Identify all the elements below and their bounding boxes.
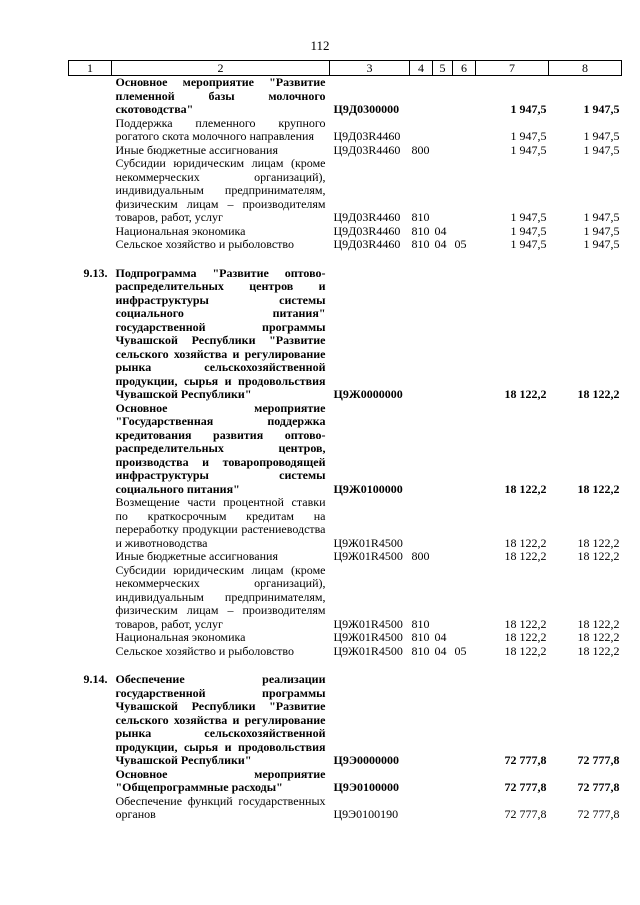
section-code [433, 157, 453, 225]
subsection-code [453, 550, 476, 564]
column-header: 4 [410, 61, 433, 76]
target-article-code: Ц9Ж01R4500 [333, 549, 403, 563]
amount-year1: 1 947,5 [510, 223, 547, 238]
table-row [69, 144, 622, 158]
subsection-code [453, 564, 476, 632]
amount-year1: 18 122,2 [504, 549, 547, 563]
subsection-code [453, 496, 476, 550]
row-description: Поддержка племенного крупного рогатого скота молочного направления [115, 115, 326, 143]
amount-year1: 1 947,5 [510, 142, 547, 157]
row-number [69, 795, 112, 822]
target-article-code: Ц9Д0300000 [333, 102, 400, 116]
amount-year1: 18 122,2 [504, 535, 547, 550]
amount-year1: 72 777,8 [504, 780, 547, 794]
expense-type-code: 810 [411, 616, 430, 631]
amount-year1: 72 777,8 [504, 753, 547, 767]
section-code: 04 [434, 630, 447, 644]
column-header: 5 [433, 61, 453, 76]
amount-year2: 72 777,8 [577, 807, 620, 821]
table-row [69, 157, 622, 225]
expense-type-code: 810 [411, 643, 430, 658]
target-article-code: Ц9Э0000000 [333, 753, 399, 767]
table-row [69, 496, 622, 550]
amount-year1: 1 947,5 [510, 102, 547, 116]
target-article-code: Ц9Ж01R4500 [333, 616, 403, 631]
row-description: Субсидии юридическим лицам (кроме некоммерческих организаций), индивидуальным предпринимателям, физическим лицам – производителям товаров, работ, услуг [115, 156, 326, 224]
section-code [433, 795, 453, 822]
subsection-code [453, 658, 476, 768]
section-code [433, 402, 453, 497]
amount-year2: 18 122,2 [577, 643, 620, 658]
amount-year1: 18 122,2 [504, 387, 547, 401]
amount-year1: 72 777,8 [504, 807, 547, 821]
table-header-row [69, 61, 622, 76]
amount-year2: 18 122,2 [577, 535, 620, 550]
amount-year1: 1 947,5 [510, 210, 547, 224]
row-number [69, 144, 112, 158]
expense-type-code: 810 [411, 237, 430, 251]
target-article-code: Ц9Ж0000000 [333, 387, 403, 401]
amount-year2: 18 122,2 [577, 630, 620, 644]
budget-table [68, 60, 622, 822]
target-article-code: Ц9Ж01R4500 [333, 643, 403, 658]
expense-type-code [410, 402, 433, 497]
row-number [69, 402, 112, 497]
table-row [69, 564, 622, 632]
expense-type-code: 800 [411, 142, 430, 157]
section-code: 04 [434, 223, 447, 238]
amount-year1: 1 947,5 [510, 129, 547, 143]
expense-type-code: 810 [411, 223, 430, 238]
row-description: Обеспечение реализации государственной программы Чувашской Республики "Развитие сельского хозяйства и регулирование рынка сельскохозяйственной продукции, сырья и продовольствия Чувашской Республики" [115, 672, 326, 767]
expense-type-code [410, 76, 433, 117]
row-description: Основное мероприятие "Государственная поддержка кредитования развития оптово-распределительных центров, производства и товаропроводящей инфраструктуры системы социального питания" [115, 400, 326, 496]
target-article-code: Ц9Д03R4460 [333, 142, 401, 157]
expense-type-code: 800 [411, 549, 430, 563]
expense-type-code [410, 117, 433, 144]
column-header: 1 [69, 61, 112, 76]
row-number [69, 238, 112, 252]
expense-type-code [410, 252, 433, 402]
row-number [69, 645, 112, 659]
column-header: 2 [112, 61, 330, 76]
section-code [433, 144, 453, 158]
amount-year1: 18 122,2 [504, 616, 547, 631]
row-number [69, 550, 112, 564]
row-description: Обеспечение функций государственных органов [115, 793, 326, 821]
subsection-code [453, 631, 476, 645]
section-code: 04 [434, 237, 447, 251]
table-row [69, 402, 622, 497]
row-number [69, 496, 112, 550]
amount-year2: 1 947,5 [583, 129, 620, 143]
row-description: Сельское хозяйство и рыболовство [115, 643, 295, 658]
target-article-code: Ц9Д03R4460 [333, 129, 401, 143]
target-article-code: Ц9Ж01R4500 [333, 630, 403, 644]
row-number [69, 76, 112, 117]
amount-year2: 1 947,5 [583, 237, 620, 251]
section-code [433, 117, 453, 144]
subsection-code: 05 [454, 643, 467, 658]
subsection-code [453, 225, 476, 239]
section-code [433, 768, 453, 795]
amount-year1: 1 947,5 [510, 237, 547, 251]
table-row [69, 238, 622, 252]
target-article-code: Ц9Д03R4460 [333, 223, 401, 238]
section-code [433, 76, 453, 117]
target-article-code: Ц9Э0100000 [333, 780, 399, 794]
row-description: Сельское хозяйство и рыболовство [115, 237, 295, 251]
amount-year2: 72 777,8 [577, 753, 620, 767]
amount-year2: 1 947,5 [583, 102, 620, 116]
row-description: Иные бюджетные ассигнования [115, 142, 278, 157]
amount-year2: 1 947,5 [583, 223, 620, 238]
row-number [69, 564, 112, 632]
amount-year2: 72 777,8 [577, 780, 620, 794]
subsection-code [453, 768, 476, 795]
section-code: 04 [434, 643, 447, 658]
column-header: 7 [476, 61, 549, 76]
row-number [69, 225, 112, 239]
row-description: Национальная экономика [115, 630, 246, 644]
table-row [69, 645, 622, 659]
column-header: 3 [330, 61, 410, 76]
table-row [69, 76, 622, 117]
subsection-code [453, 157, 476, 225]
amount-year2: 18 122,2 [577, 549, 620, 563]
subsection-code [453, 252, 476, 402]
amount-year2: 1 947,5 [583, 210, 620, 224]
row-description: Субсидии юридическим лицам (кроме некоммерческих организаций), индивидуальным предпринимателям, физическим лицам – производителям товаров, работ, услуг [115, 562, 326, 631]
table-row [69, 252, 622, 402]
row-description: Национальная экономика [115, 223, 246, 238]
expense-type-code [410, 496, 433, 550]
target-article-code: Ц9Д03R4460 [333, 237, 401, 251]
amount-year1: 18 122,2 [504, 630, 547, 644]
subsection-code: 05 [454, 237, 467, 251]
section-code [433, 550, 453, 564]
amount-year2: 18 122,2 [577, 481, 620, 496]
row-description: Основное мероприятие "Общепрограммные расходы" [115, 766, 326, 794]
row-description: Подпрограмма "Развитие оптово-распределительных центров и инфраструктуры системы социального питания" государственной программы Чувашской Республики "Развитие сельского хозяйства и регулирование рынка сельскохозяйственной продукции, сырья и продовольствия Чувашской Республики" [115, 265, 326, 401]
subsection-code [453, 402, 476, 497]
column-header: 6 [453, 61, 476, 76]
section-code [433, 658, 453, 768]
table-row [69, 117, 622, 144]
subsection-code [453, 795, 476, 822]
row-number [69, 631, 112, 645]
subsection-code [453, 117, 476, 144]
expense-type-code: 810 [411, 630, 430, 644]
row-number [69, 117, 112, 144]
amount-year2: 18 122,2 [577, 387, 620, 401]
target-article-code: Ц9Э0100190 [333, 807, 399, 821]
row-number [69, 157, 112, 225]
row-description: Основное мероприятие "Развитие племенной базы молочного скотоводства" [115, 75, 326, 116]
section-code [433, 252, 453, 402]
amount-year2: 1 947,5 [583, 142, 620, 157]
subsection-code [453, 144, 476, 158]
target-article-code: Ц9Ж0100000 [333, 481, 403, 496]
table-row [69, 795, 622, 822]
column-header: 8 [549, 61, 622, 76]
table-row [69, 768, 622, 795]
section-code [433, 496, 453, 550]
row-number: 9.13. [83, 265, 108, 280]
row-description: Иные бюджетные ассигнования [115, 549, 278, 563]
target-article-code: Ц9Д03R4460 [333, 210, 401, 224]
subsection-code [453, 76, 476, 117]
row-description: Возмещение части процентной ставки по краткосрочным кредитам на переработку продукции растениеводства и животноводства [115, 495, 326, 550]
expense-type-code [410, 768, 433, 795]
table-row [69, 631, 622, 645]
table-row [69, 225, 622, 239]
row-number: 9.14. [83, 672, 108, 686]
page-number: 112 [310, 38, 330, 53]
amount-year1: 18 122,2 [504, 481, 547, 496]
table-row [69, 658, 622, 768]
row-number [69, 768, 112, 795]
expense-type-code: 810 [411, 210, 430, 224]
table-row [69, 550, 622, 564]
amount-year1: 18 122,2 [504, 643, 547, 658]
expense-type-code [410, 795, 433, 822]
target-article-code: Ц9Ж01R4500 [333, 535, 403, 550]
section-code [433, 564, 453, 632]
expense-type-code [410, 658, 433, 768]
amount-year2: 18 122,2 [577, 616, 620, 631]
